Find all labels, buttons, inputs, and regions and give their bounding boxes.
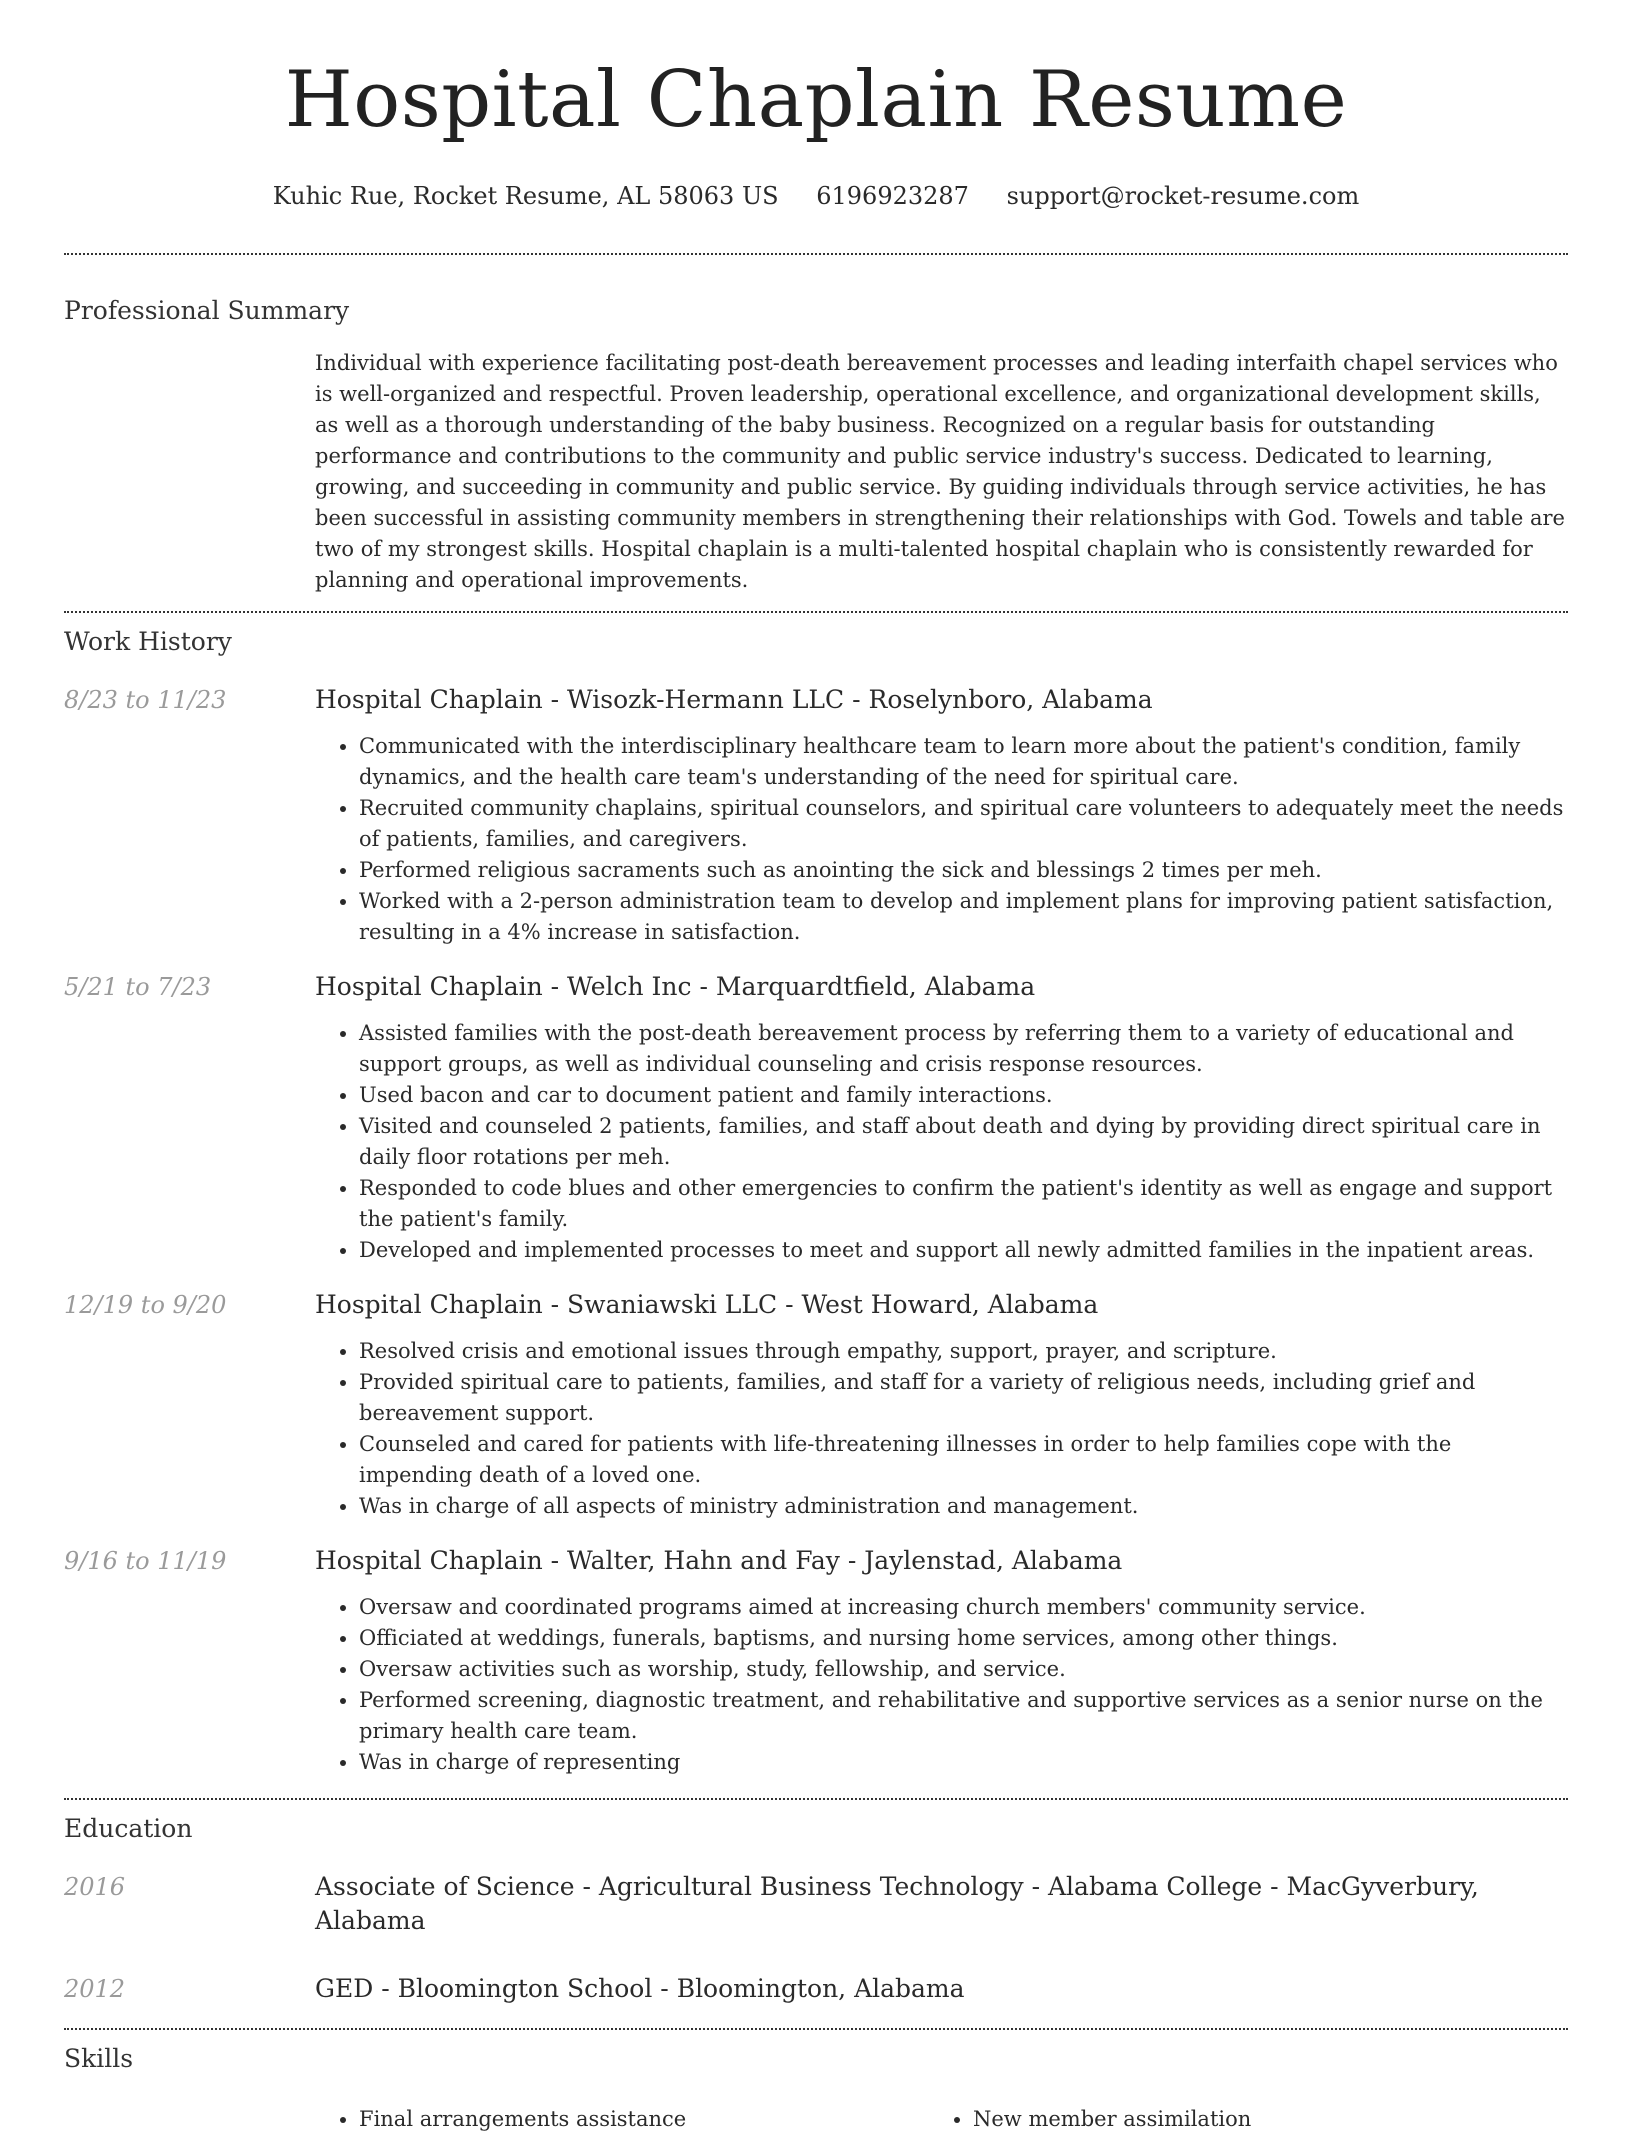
contact-phone: 6196923287 bbox=[816, 182, 969, 210]
education-entry bbox=[64, 1972, 1568, 2006]
education-entry bbox=[64, 1870, 1568, 1938]
list-item: • Oversaw activities such as worship, study, fellowship, and service. bbox=[359, 1654, 1568, 1685]
list-item: • Provided spiritual care to patients, families, and staff for a variety of religious needs, including grief and bereavement support. bbox=[359, 1367, 1568, 1429]
list-item: • Counseled and cared for patients with life-threatening illnesses in order to help families cope with the impending death of a loved one. bbox=[359, 1429, 1568, 1491]
list-item: • Communicated with the interdisciplinary healthcare team to learn more about the patient's condition, family dynamics, and the health care team's understanding of the need for spiritual care. bbox=[359, 731, 1568, 793]
list-item: • Worked with a 2-person administration team to develop and implement plans for improving patient satisfaction, resulting in a 4% increase in satisfaction. bbox=[359, 886, 1568, 948]
list-item: • Performed screening, diagnostic treatment, and rehabilitative and supportive services as a senior nurse on the primary health care team. bbox=[359, 1685, 1568, 1747]
divider bbox=[64, 1798, 1568, 1800]
resume-page bbox=[64, 0, 1568, 2135]
divider bbox=[64, 2028, 1568, 2030]
job-body bbox=[315, 1288, 1568, 1522]
list-item: • Assisted families with the post-death bereavement process by referring them to a variety of educational and support groups, as well as individual counseling and crisis response resources. bbox=[359, 1018, 1568, 1080]
work-history-list bbox=[64, 683, 1568, 1778]
job-title: Hospital Chaplain - Wisozk-Hermann LLC - Roselynboro, Alabama bbox=[315, 685, 1153, 714]
job-body bbox=[315, 970, 1568, 1266]
job-bullets bbox=[315, 731, 1568, 948]
list-item: • Final arrangements assistance bbox=[359, 2104, 929, 2135]
education-year: 2012 bbox=[64, 1975, 126, 2003]
section-title-work-history: Work History bbox=[64, 627, 232, 656]
list-item: • Officiated at weddings, funerals, baptisms, and nursing home services, among other things. bbox=[359, 1623, 1568, 1654]
job-title: Hospital Chaplain - Swaniawski LLC - West Howard, Alabama bbox=[315, 1290, 1099, 1319]
job-dates: 5/21 to 7/23 bbox=[64, 973, 212, 1001]
section-title-summary: Professional Summary bbox=[64, 296, 350, 325]
list-item: • Performed religious sacraments such as anointing the sick and blessings 2 times per meh. bbox=[359, 855, 1568, 886]
contact-line bbox=[64, 180, 1568, 212]
job-dates: 12/19 to 9/20 bbox=[64, 1291, 227, 1319]
skills-list bbox=[315, 2104, 1568, 2135]
list-item: • Visited and counseled 2 patients, families, and staff about death and dying by providing direct spiritual care in daily floor rotations per meh. bbox=[359, 1111, 1568, 1173]
list-item: • Was in charge of all aspects of ministry administration and management. bbox=[359, 1491, 1568, 1522]
list-item: • Recruited community chaplains, spiritual counselors, and spiritual care volunteers to adequately meet the needs of patients, families, and caregivers. bbox=[359, 793, 1568, 855]
job-body bbox=[315, 1544, 1568, 1778]
job-bullets bbox=[315, 1592, 1568, 1778]
job-bullets bbox=[315, 1018, 1568, 1266]
contact-email: support@rocket-resume.com bbox=[1006, 182, 1360, 210]
job-entry bbox=[64, 683, 1568, 948]
divider bbox=[64, 611, 1568, 613]
list-item: • Responded to code blues and other emergencies to confirm the patient's identity as well as engage and support the patient's family. bbox=[359, 1173, 1568, 1235]
job-body bbox=[315, 683, 1568, 948]
list-item: • New member assimilation bbox=[973, 2104, 1543, 2135]
list-item: • Was in charge of representing bbox=[359, 1747, 1568, 1778]
education-year: 2016 bbox=[64, 1873, 126, 1901]
job-bullets bbox=[315, 1336, 1568, 1522]
list-item: • Developed and implemented processes to meet and support all newly admitted families in the inpatient areas. bbox=[359, 1235, 1568, 1266]
job-dates: 9/16 to 11/19 bbox=[64, 1547, 227, 1575]
section-title-skills: Skills bbox=[64, 2044, 134, 2073]
resume-title: Hospital Chaplain Resume bbox=[284, 55, 1348, 145]
contact-address: Kuhic Rue, Rocket Resume, AL 58063 US bbox=[272, 182, 779, 210]
skills-column-right bbox=[929, 2104, 1543, 2135]
job-title: Hospital Chaplain - Walter, Hahn and Fay - Jaylenstad, Alabama bbox=[315, 1546, 1123, 1575]
job-title: Hospital Chaplain - Welch Inc - Marquardtfield, Alabama bbox=[315, 972, 1036, 1001]
list-item: • Used bacon and car to document patient and family interactions. bbox=[359, 1080, 1568, 1111]
job-entry bbox=[64, 1544, 1568, 1778]
job-entry bbox=[64, 970, 1568, 1266]
list-item: • Oversaw and coordinated programs aimed at increasing church members' community service. bbox=[359, 1592, 1568, 1623]
list-item: • Resolved crisis and emotional issues through empathy, support, prayer, and scripture. bbox=[359, 1336, 1568, 1367]
summary-text: Individual with experience facilitating post-death bereavement processes and leading interfaith chapel services who is well-organized and respectful. Proven leadership, operational excellence, and organizational development skills, as well as a thorough understanding of the baby business. Recognized on a regular basis for outstanding performance and contributions to the community and public service industry's success. Dedicated to learning, growing, and succeeding in community and public service. By guiding individuals through service activities, he has been successful in assisting community members in strengthening their relationships with God. Towels and table are two of my strongest skills. Hospital chaplain is a multi-talented hospital chaplain who is consistently rewarded for planning and operational improvements. bbox=[315, 351, 1565, 592]
job-dates: 8/23 to 11/23 bbox=[64, 686, 227, 714]
section-title-education: Education bbox=[64, 1814, 193, 1843]
job-entry bbox=[64, 1288, 1568, 1522]
divider bbox=[64, 253, 1568, 255]
education-detail: Associate of Science - Agricultural Business Technology - Alabama College - MacGyverbury, Alabama bbox=[315, 1872, 1479, 1935]
education-detail: GED - Bloomington School - Bloomington, Alabama bbox=[315, 1974, 965, 2003]
skills-column-left bbox=[315, 2104, 929, 2135]
